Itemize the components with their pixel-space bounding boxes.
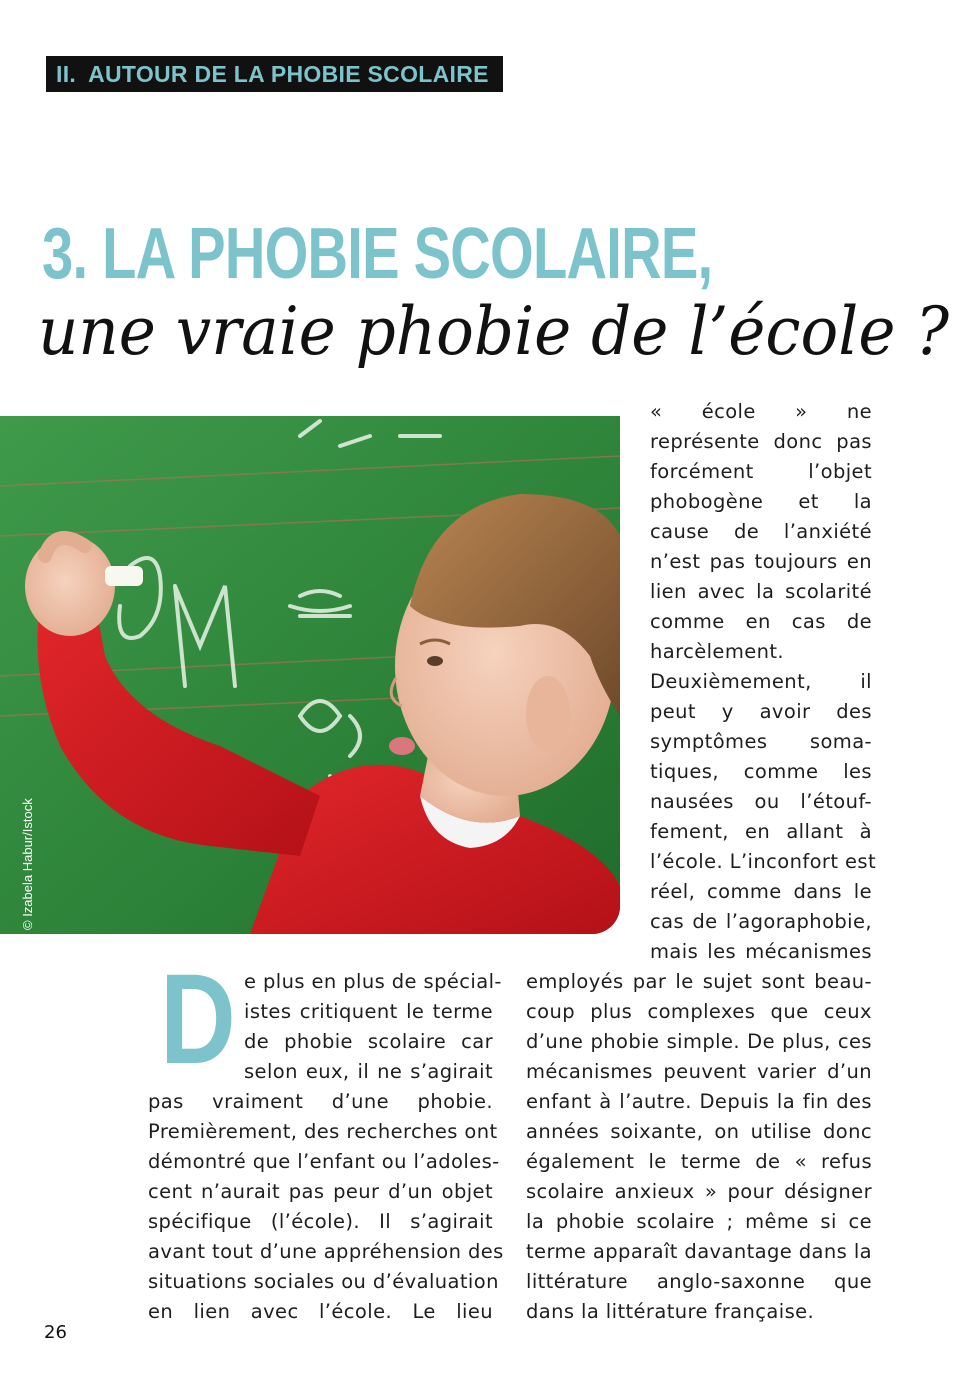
text-line: nausées ou l’étouf- xyxy=(650,790,872,813)
text-line: coup plus complexes que ceux xyxy=(526,1000,872,1023)
text-line: phobogène et la xyxy=(650,490,872,513)
text-line: mécanismes peuvent varier d’un xyxy=(526,1060,872,1083)
boy-writing-on-chalkboard-illustration xyxy=(0,416,620,934)
section-banner xyxy=(46,56,503,92)
text-line: harcèlement. xyxy=(650,640,785,663)
text-line: Deuxièmement, il xyxy=(650,670,872,693)
section-title: AUTOUR DE LA PHOBIE SCOLAIRE xyxy=(88,61,489,87)
text-line: pas vraiment d’une phobie. xyxy=(148,1090,493,1113)
text-line: en lien avec l’école. Le lieu xyxy=(148,1300,493,1323)
photo-credit: © Izabela Habur/Istock xyxy=(20,798,35,930)
text-line: d’une phobie simple. De plus, ces xyxy=(526,1030,872,1053)
text-line: démontré que l’enfant ou l’adoles- xyxy=(148,1150,500,1173)
text-line: symptômes soma- xyxy=(650,730,872,753)
article-subtitle: une vraie phobie de l’école ? xyxy=(38,293,949,370)
text-line: cause de l’anxiété xyxy=(650,520,872,543)
text-line: terme apparaît davantage dans la xyxy=(526,1240,872,1263)
text-line: spécifique (l’école). Il s’agirait xyxy=(148,1210,493,1233)
text-line: de phobie scolaire car xyxy=(244,1030,493,1053)
text-line: selon eux, il ne s’agirait xyxy=(244,1060,493,1083)
text-line: n’est pas toujours en xyxy=(650,550,872,573)
drop-cap: D xyxy=(160,948,236,1091)
text-line: l’école. L’inconfort est xyxy=(650,850,876,873)
text-line: réel, comme dans le xyxy=(650,880,872,903)
text-line: employés par le sujet sont beau- xyxy=(526,970,872,993)
text-line: forcément l’objet xyxy=(650,460,872,483)
text-line: « école » ne xyxy=(650,400,872,423)
text-line: cas de l’agoraphobie, xyxy=(650,910,872,933)
article-title: 3. LA PHOBIE SCOLAIRE, xyxy=(42,214,713,294)
page-number: 26 xyxy=(44,1322,67,1343)
text-line: représente donc pas xyxy=(650,430,872,453)
text-line: situations sociales ou d’évaluation xyxy=(148,1270,499,1293)
text-line: mais les mécanismes xyxy=(650,940,872,963)
text-line: fement, en allant à xyxy=(650,820,872,843)
text-line: cent n’aurait pas peur d’un objet xyxy=(148,1180,493,1203)
text-line: dans la littérature française. xyxy=(526,1300,815,1323)
text-line: Premièrement, des recherches ont xyxy=(148,1120,498,1143)
text-line: e plus en plus de spécial- xyxy=(244,970,502,993)
text-line: avant tout d’une appréhension des xyxy=(148,1240,504,1263)
text-line: années soixante, on utilise donc xyxy=(526,1120,872,1143)
text-line: scolaire anxieux » pour désigner xyxy=(526,1180,872,1203)
article-photo xyxy=(0,416,620,934)
text-line: également le terme de « refus xyxy=(526,1150,872,1173)
text-line: comme en cas de xyxy=(650,610,872,633)
text-line: la phobie scolaire ; même si ce xyxy=(526,1210,872,1233)
text-line: peut y avoir des xyxy=(650,700,872,723)
text-line: lien avec la scolarité xyxy=(650,580,872,603)
text-line: istes critiquent le terme xyxy=(244,1000,493,1023)
section-number: II. xyxy=(56,61,77,87)
text-line: littérature anglo-saxonne que xyxy=(526,1270,872,1293)
text-line: enfant à l’autre. Depuis la fin des xyxy=(526,1090,872,1113)
text-line: tiques, comme les xyxy=(650,760,872,783)
